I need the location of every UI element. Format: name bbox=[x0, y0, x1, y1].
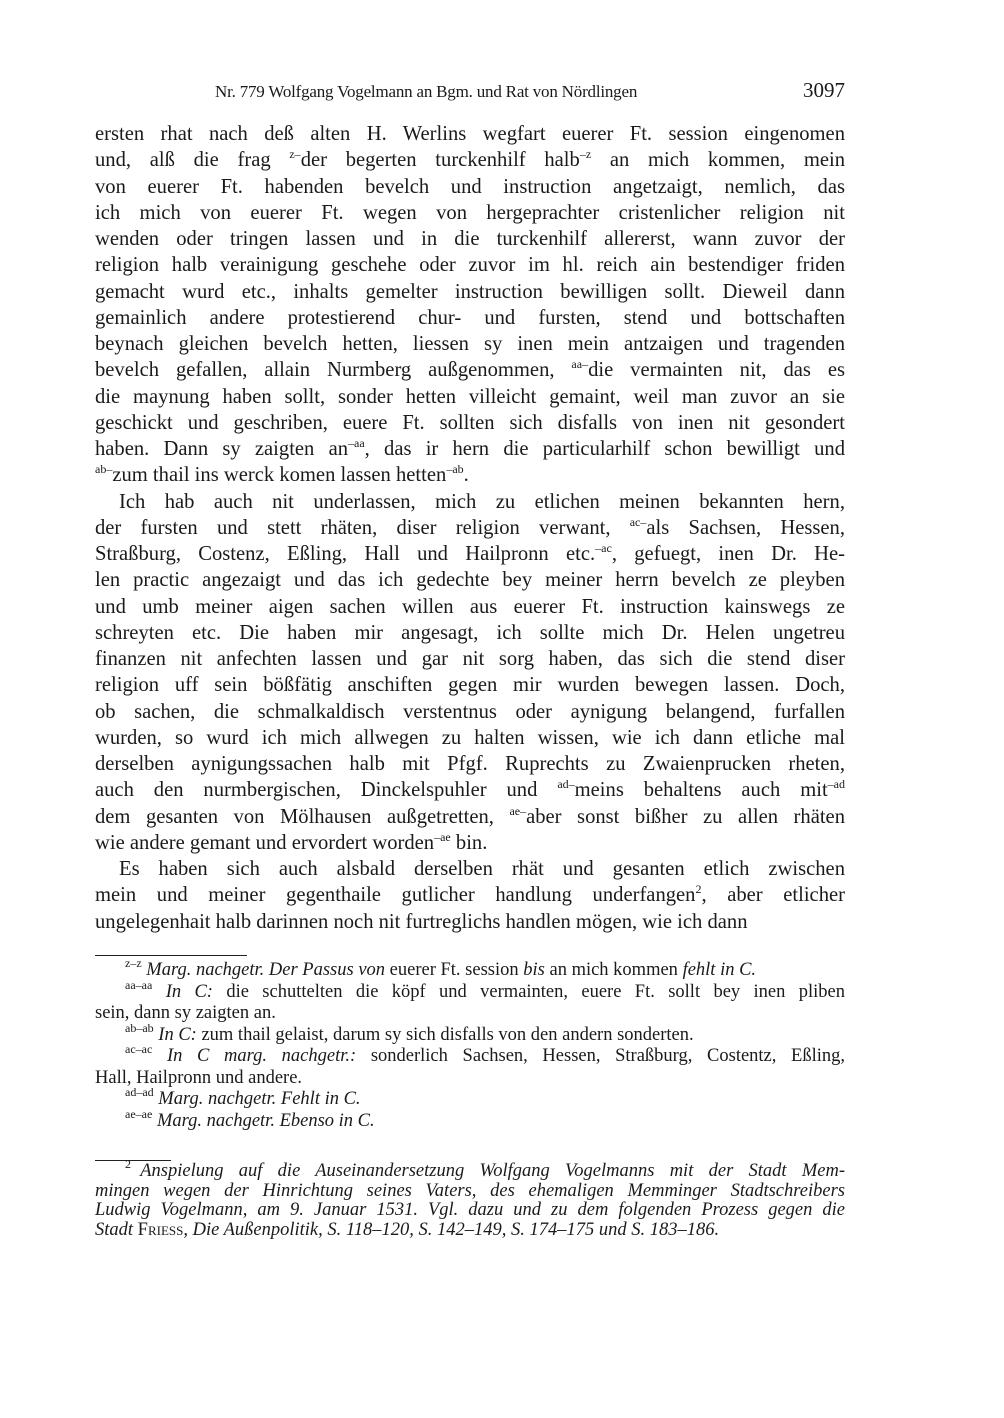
note-line bbox=[95, 1106, 845, 1133]
italic-text: bis bbox=[523, 960, 545, 980]
italic-text: Ludwig Vogelmann, am 9. Januar 1531. Vgl. dazu und zu dem folgenden Prozess gegen die bbox=[95, 1200, 845, 1220]
italic-text: In C: bbox=[165, 981, 213, 1002]
footnote-separator-rule bbox=[95, 955, 247, 956]
text-line: Ich hab auch nit underlassen, mich zu etlichen meinen bekannten hern, bbox=[119, 490, 845, 513]
note-marker: ae– bbox=[509, 803, 527, 818]
text-line: von euerer Ft. habenden bevelch und instruction angetzaigt, nemlich, das bbox=[95, 175, 845, 198]
note-marker: –ab bbox=[446, 462, 464, 477]
note-marker: –z bbox=[579, 147, 592, 162]
text-line: Es haben sich auch alsbald derselben rhät und gesanten etlich zwischen bbox=[119, 858, 845, 880]
note-line: Hall, Hailpronn und andere. bbox=[95, 1067, 303, 1088]
note-marker: z–z bbox=[125, 956, 142, 970]
note-marker: ad–ad bbox=[125, 1085, 154, 1099]
note-line bbox=[95, 1157, 845, 1182]
italic-text: In C marg. nachgetr.: bbox=[166, 1046, 357, 1066]
main-text bbox=[95, 121, 845, 935]
text-line: religion uff sein bößfätig anschiften gegen mir wurden bewegen lassen. Doch, bbox=[95, 674, 845, 697]
text-line: wenden oder tringen lassen und in die turckenhilf allererst, wann zuvor der bbox=[95, 228, 845, 250]
note-line: sein, dann sy zaigten an. bbox=[95, 1003, 276, 1023]
italic-text: Stadt bbox=[95, 1219, 138, 1240]
commentary-note bbox=[95, 1157, 845, 1240]
text-line: schreyten etc. Die haben mir angesagt, ich sollte mich Dr. Helen ungetreu bbox=[95, 621, 845, 644]
text-line: Straßburg, Costenz, Eßling, Hall und Hailpronn etc.$^{-ac}$, gefuegt, inen Dr. He- bbox=[95, 541, 845, 565]
note-marker: ab– bbox=[95, 462, 113, 477]
text-line: ich mich von euerer Ft. wegen von hergeprachter cristenlicher religion nit bbox=[95, 201, 845, 224]
note-line bbox=[95, 1221, 845, 1241]
italic-text: Marg. nachgetr. Der Passus von bbox=[146, 960, 386, 980]
note-line: $^{z-z}$ Marg. nachgetr. Der Passus von euerer Ft. session bis an mich kommen fehlt in C. bbox=[125, 956, 757, 980]
text-line: beynach gleichen bevelch hetten, liessen sy inen mein antzaigen und tragenden bbox=[95, 333, 845, 355]
text-line: dem gesanten von Mölhausen außgetretten, $^{ae-}$aber sonst bißher zu allen rhäten bbox=[95, 803, 845, 828]
textual-note bbox=[95, 1085, 845, 1111]
text-line: wurden, so wurd ich mich allwegen zu halten wissen, wie ich dann etliche mal bbox=[95, 726, 845, 749]
paragraph bbox=[95, 489, 845, 857]
paragraph bbox=[95, 121, 845, 489]
italic-text: In C: bbox=[158, 1024, 197, 1045]
note-marker: –ac bbox=[595, 541, 612, 555]
text-line: wie andere gemant und ervordert worden$^{-ae}$ bin. bbox=[95, 829, 488, 854]
text-line: finanzen nit anfechten lassen und gar nit sorg haben, das sich die stend diser bbox=[95, 648, 845, 670]
textual-note bbox=[95, 1020, 845, 1047]
text-line: ersten rhat nach deß alten H. Werlins wegfart euerer Ft. session eingenomen bbox=[95, 123, 845, 145]
italic-text: Marg. nachgetr. Ebenso in C. bbox=[156, 1110, 375, 1131]
note-marker: –ad bbox=[827, 777, 845, 792]
italic-text: fehlt in C. bbox=[682, 960, 757, 980]
text-line: $^{ab-}$zum thail ins werck komen lassen hetten$^{-ab}$. bbox=[95, 462, 469, 487]
running-title: Nr. 779 Wolfgang Vogelmann an Bgm. und Rat von Nördlingen bbox=[215, 82, 638, 101]
note-marker: –ae bbox=[434, 829, 451, 844]
commentary-notes bbox=[95, 1157, 845, 1240]
italic-text: Anspielung auf die Auseinandersetzung Wolfgang Vogelmanns mit der Stadt Mem- bbox=[140, 1161, 845, 1181]
note-marker: aa– bbox=[571, 357, 589, 372]
text-line: auch den nurmbergischen, Dinckelspuhler und $^{ad-}$meins behaltens auch mit$^{-ad}$ bbox=[95, 777, 845, 802]
note-marker: z– bbox=[289, 147, 301, 162]
note-line bbox=[95, 1085, 845, 1111]
text-line: die maynung haben sollt, sonder hetten villeicht gemaint, weil man zuvor an sie bbox=[95, 385, 845, 408]
note-marker: 2 bbox=[695, 882, 702, 897]
text-line: gemacht wurd etc., inhalts gemelter instruction bewilligen sollt. Dieweil dann bbox=[95, 280, 845, 303]
italic-text: Marg. nachgetr. Fehlt in C. bbox=[158, 1089, 361, 1109]
text-line: derselben aynigungssachen halb mit Pfgf. Ruprechts zu Zwaienprucken rheten, bbox=[95, 753, 845, 775]
note-line: $^{ab-ab}$ In C: zum thail gelaist, darum sy sich disfalls von den andern sonderten. bbox=[125, 1020, 694, 1045]
note-marker: ae–ae bbox=[125, 1106, 153, 1121]
textual-note bbox=[95, 1042, 846, 1089]
author-name: Friess bbox=[137, 1219, 184, 1240]
textual-notes bbox=[95, 956, 846, 1132]
text-line: ungelegenhait halb darinnen noch nit furtreglichs handlen mögen, wie ich dann bbox=[95, 910, 748, 933]
note-marker: aa–aa bbox=[125, 977, 153, 992]
note-marker: 2 bbox=[125, 1157, 131, 1171]
note-line: $^{aa-aa}$ In C: die schuttelten die köpf und vermainten, euere Ft. sollt bey inen pliben bbox=[125, 977, 845, 1002]
note-line bbox=[95, 1182, 845, 1202]
paragraph bbox=[95, 856, 845, 935]
textual-note bbox=[95, 956, 845, 982]
note-line: $^{ac-ac}$ In C marg. nachgetr.: sonderlich Sachsen, Hessen, Straßburg, Costentz, Eßling, bbox=[125, 1042, 846, 1066]
text-line: bevelch gefallen, allain Nurmberg außgenommen, $^{aa-}$die vermainten nit, das es bbox=[95, 357, 845, 382]
text-line: ob sachen, die schmalkaldisch verstentnus oder aynigung belangend, furfallen bbox=[95, 700, 845, 723]
textual-note bbox=[95, 977, 845, 1025]
page-number: 3097 bbox=[803, 78, 845, 102]
note-marker: ab–ab bbox=[125, 1020, 154, 1035]
text-line: und umb meiner aigen sachen willen aus euerer Ft. instruction kainswegs ze bbox=[95, 595, 845, 618]
text-line: len practic angezaigt und das ich gedechte bey meiner herrn bevelch ze pleyben bbox=[95, 569, 845, 592]
note-marker: –aa bbox=[348, 436, 365, 450]
text-line: mein und meiner gegenthaile gutlicher handlung underfangen$^2$, aber etlicher bbox=[95, 882, 845, 907]
text-line: religion halb verainigung geschehe oder zuvor im hl. reich ain bestendiger friden bbox=[95, 254, 845, 277]
italic-text: mingen wegen der Hinrichtung seines Vaters, des ehemaligen Memminger Stadtschreibers bbox=[95, 1180, 845, 1201]
note-marker: ad– bbox=[557, 777, 575, 792]
text-line: gemainlich andere protestierend chur- und fursten, stend und bottschaften bbox=[95, 306, 845, 329]
note-marker: ac– bbox=[629, 514, 647, 529]
textual-note bbox=[95, 1106, 845, 1133]
note-marker: ac–ac bbox=[125, 1042, 153, 1056]
text-line: der fursten und stett rhäten, diser religion verwant, $^{ac-}$als Sachsen, Hessen, bbox=[95, 514, 845, 539]
text-line: und, alß die frag $^{z-}$der begerten turckenhilf halb$^{-z}$ an mich kommen, mein bbox=[95, 147, 845, 172]
text-line: geschickt und geschriben, euere Ft. sollten sich disfalls von inen nit gesondert bbox=[95, 411, 845, 434]
note-line bbox=[95, 1201, 845, 1221]
text-line: haben. Dann sy zaigten $an^{-aa}$, das ir hern die particularhilf schon bewilligt und bbox=[95, 436, 845, 460]
running-header bbox=[95, 78, 847, 108]
italic-text: , Die Außenpolitik, S. 118–120, S. 142–149, S. 174–175 und S. 183–186. bbox=[183, 1219, 720, 1240]
